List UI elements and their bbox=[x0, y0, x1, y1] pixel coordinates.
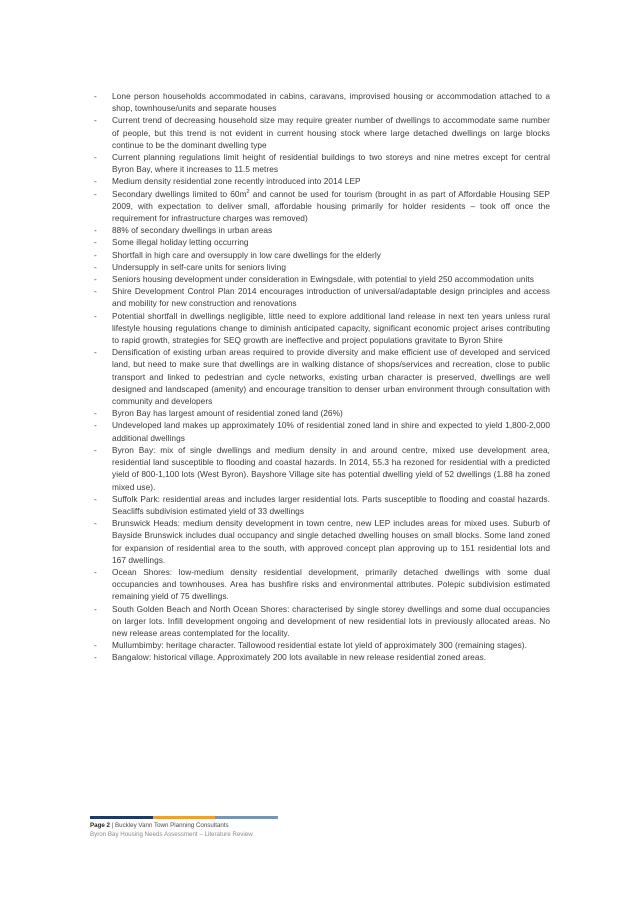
bullet-text: Undeveloped land makes up approximately 10% of residential zoned land in shire and expected to yield 1,800-2,000 additional dwellings bbox=[112, 420, 550, 443]
bullet-text: Some illegal holiday letting occurring bbox=[112, 237, 249, 248]
bullet-text: Shire Development Control Plan 2014 encourages introduction of universal/adaptable design principles and access and mobility for new construction and renovations bbox=[112, 286, 550, 309]
bullet-text: Current trend of decreasing household size may require greater number of dwellings to accommodate same number of people, but this trend is not evident in current housing stock where large detached dwellings on large blocks continue to be the dominant dwelling type bbox=[112, 115, 550, 150]
list-item bbox=[94, 444, 550, 493]
bullet-text: Byron Bay: mix of single dwellings and medium density in and around centre, mixed use development area, residential land susceptible to flooding and coastal hazards. In 2014, 55.3 ha rezoned for residential with a predicted yield of 800-1,100 lots (West Byron). Bayshore Village site has potential dwelling yield of 52 dwellings (1.88 ha zoned mixed use). bbox=[112, 444, 550, 492]
list-item bbox=[94, 639, 550, 651]
list-item bbox=[94, 175, 550, 187]
bullet-text: South Golden Beach and North Ocean Shores: characterised by single storey dwellings and some dual occupancies on larger lots. Infill development ongoing and development of new residential lots in previously allocated areas. No new release areas contemplated for the locality. bbox=[112, 603, 550, 638]
list-item bbox=[94, 188, 550, 225]
bullet-text: Ocean Shores: low-medium density residential development, primarily detached dwellings with some dual occupancies and townhouses. Area has bushfire risks and environmental attributes. Polepic subdivision estimated remaining yield of 75 dwellings. bbox=[112, 566, 550, 602]
bullet-dash: - bbox=[94, 274, 97, 285]
footer-color-bar bbox=[90, 816, 278, 819]
bullet-dash: - bbox=[94, 493, 97, 504]
list-item bbox=[94, 419, 550, 443]
list-item bbox=[94, 114, 550, 151]
page-number: Page 2 bbox=[90, 822, 110, 829]
footer-document-title: Byron Bay Housing Needs Assessment – Literature Review bbox=[90, 831, 253, 838]
list-item bbox=[94, 273, 550, 285]
bullet-text: Lone person households accommodated in cabins, caravans, improvised housing or accommodation attached to a shop, townhouse/units and separate houses bbox=[112, 91, 550, 114]
bullet-dash: - bbox=[94, 518, 97, 529]
footer-page-line bbox=[90, 821, 290, 830]
list-item bbox=[94, 517, 550, 566]
page-footer bbox=[90, 816, 290, 839]
bullet-dash: - bbox=[94, 176, 97, 187]
bullet-dash: - bbox=[94, 91, 97, 101]
bullet-dash: - bbox=[94, 310, 97, 321]
bullet-dash: - bbox=[94, 115, 97, 126]
bullet-text: Brunswick Heads: medium density development in town centre, new LEP includes areas for mixed uses. Suburb of Bayside Brunswick includes dual occupancy and single detached dwelling houses on small blocks. Some land zoned for expansion of residential area to the south, with approved concept plan approving up to 151 residential lots and 167 dwellings. bbox=[112, 518, 550, 565]
list-item bbox=[94, 493, 550, 517]
bullet-dash: - bbox=[94, 652, 97, 663]
bullet-dash: - bbox=[94, 444, 97, 455]
bullet-dash: - bbox=[94, 286, 97, 297]
bullet-text: Mullumbimby: heritage character. Tallowood residential estate lot yield of approximately 300 (remaining stages). bbox=[112, 640, 527, 651]
bullet-dash: - bbox=[94, 188, 97, 199]
bullet-dash: - bbox=[94, 603, 97, 614]
list-item bbox=[94, 261, 550, 273]
bullet-dash: - bbox=[94, 261, 97, 272]
bullet-text: Seniors housing development under consideration in Ewingsdale, with potential to yield 250 accommodation units bbox=[112, 274, 534, 285]
bullet-text-continued: and cannot be used for tourism (brought in as part of Affordable Housing SEP 2009, with expectation to deliver small, affordable housing primarily for holder residents – took off once the requirement for infrastructure charges was removed) bbox=[112, 188, 551, 224]
bullet-text: Shortfall in high care and oversupply in low care dwellings for the elderly bbox=[112, 249, 381, 260]
list-item bbox=[94, 151, 550, 175]
bullet-text: Byron Bay has largest amount of residential zoned land (26%) bbox=[112, 408, 343, 419]
list-item bbox=[94, 90, 550, 114]
bullet-dash: - bbox=[94, 420, 97, 431]
list-item bbox=[94, 346, 550, 407]
footer-separator: | bbox=[111, 822, 116, 829]
bullet-dash: - bbox=[94, 566, 97, 577]
bullet-text: Undersupply in self-care units for seniors living bbox=[112, 261, 286, 272]
bullet-dash: - bbox=[94, 640, 97, 651]
bullet-dash: - bbox=[94, 225, 97, 236]
list-item bbox=[94, 236, 550, 248]
list-item bbox=[94, 249, 550, 261]
bullet-text: Bangalow: historical village. Approximately 200 lots available in new release residential zoned areas. bbox=[112, 652, 487, 663]
list-item bbox=[94, 285, 550, 309]
footer-bar-segment-navy bbox=[90, 816, 153, 819]
bullet-dash: - bbox=[94, 408, 97, 419]
footer-bar-segment-steel bbox=[215, 816, 278, 819]
list-item bbox=[94, 407, 550, 419]
footer-company: Buckley Vann Town Planning Consultants bbox=[115, 822, 229, 829]
bullet-text: Secondary dwellings limited to 60m bbox=[112, 188, 247, 199]
bullet-text: Medium density residential zone recently introduced into 2014 LEP bbox=[112, 176, 361, 187]
list-item bbox=[94, 310, 550, 347]
bullet-dash: - bbox=[94, 237, 97, 248]
list-item bbox=[94, 603, 550, 640]
list-item bbox=[94, 566, 550, 603]
superscript-two: 2 bbox=[246, 188, 250, 195]
footer-bar-segment-orange bbox=[153, 816, 215, 819]
list-item bbox=[94, 651, 550, 663]
bullet-text: Potential shortfall in dwellings negligible, little need to explore additional land release in next ten years unless rural lifestyle housing regulations change to diminish anticipated capacity, significant economic project arises contributing to rapid growth, strategies for SEQ growth are ineffective and project populations gravitate to Byron Shire bbox=[112, 310, 550, 346]
list-item bbox=[94, 224, 550, 236]
bullet-dash: - bbox=[94, 347, 97, 358]
bullet-list bbox=[94, 90, 550, 664]
bullet-dash: - bbox=[94, 249, 97, 260]
bullet-text: Densification of existing urban areas required to provide diversity and make efficient use of developed and serviced land, but need to make sure that dwellings are in walking distance of shops/services and recreation, close to public transport and linked to pedestrian and cycle networks, existing urban character is preserved, dwellings are well designed and landscaped (amenity) and encourage transition to denser urban environment through consultation with community and developers bbox=[112, 347, 550, 407]
bullet-dash: - bbox=[94, 152, 97, 163]
bullet-text: 88% of secondary dwellings in urban areas bbox=[112, 225, 273, 236]
bullet-text: Current planning regulations limit height of residential buildings to two storeys and nine metres except for central Byron Bay, where it increases to 11.5 metres bbox=[112, 152, 550, 175]
bullet-text: Suffolk Park: residential areas and includes larger residential lots. Parts susceptible to flooding and coastal hazards. Seacliffs subdivision estimated yield of 33 dwellings bbox=[112, 493, 550, 516]
